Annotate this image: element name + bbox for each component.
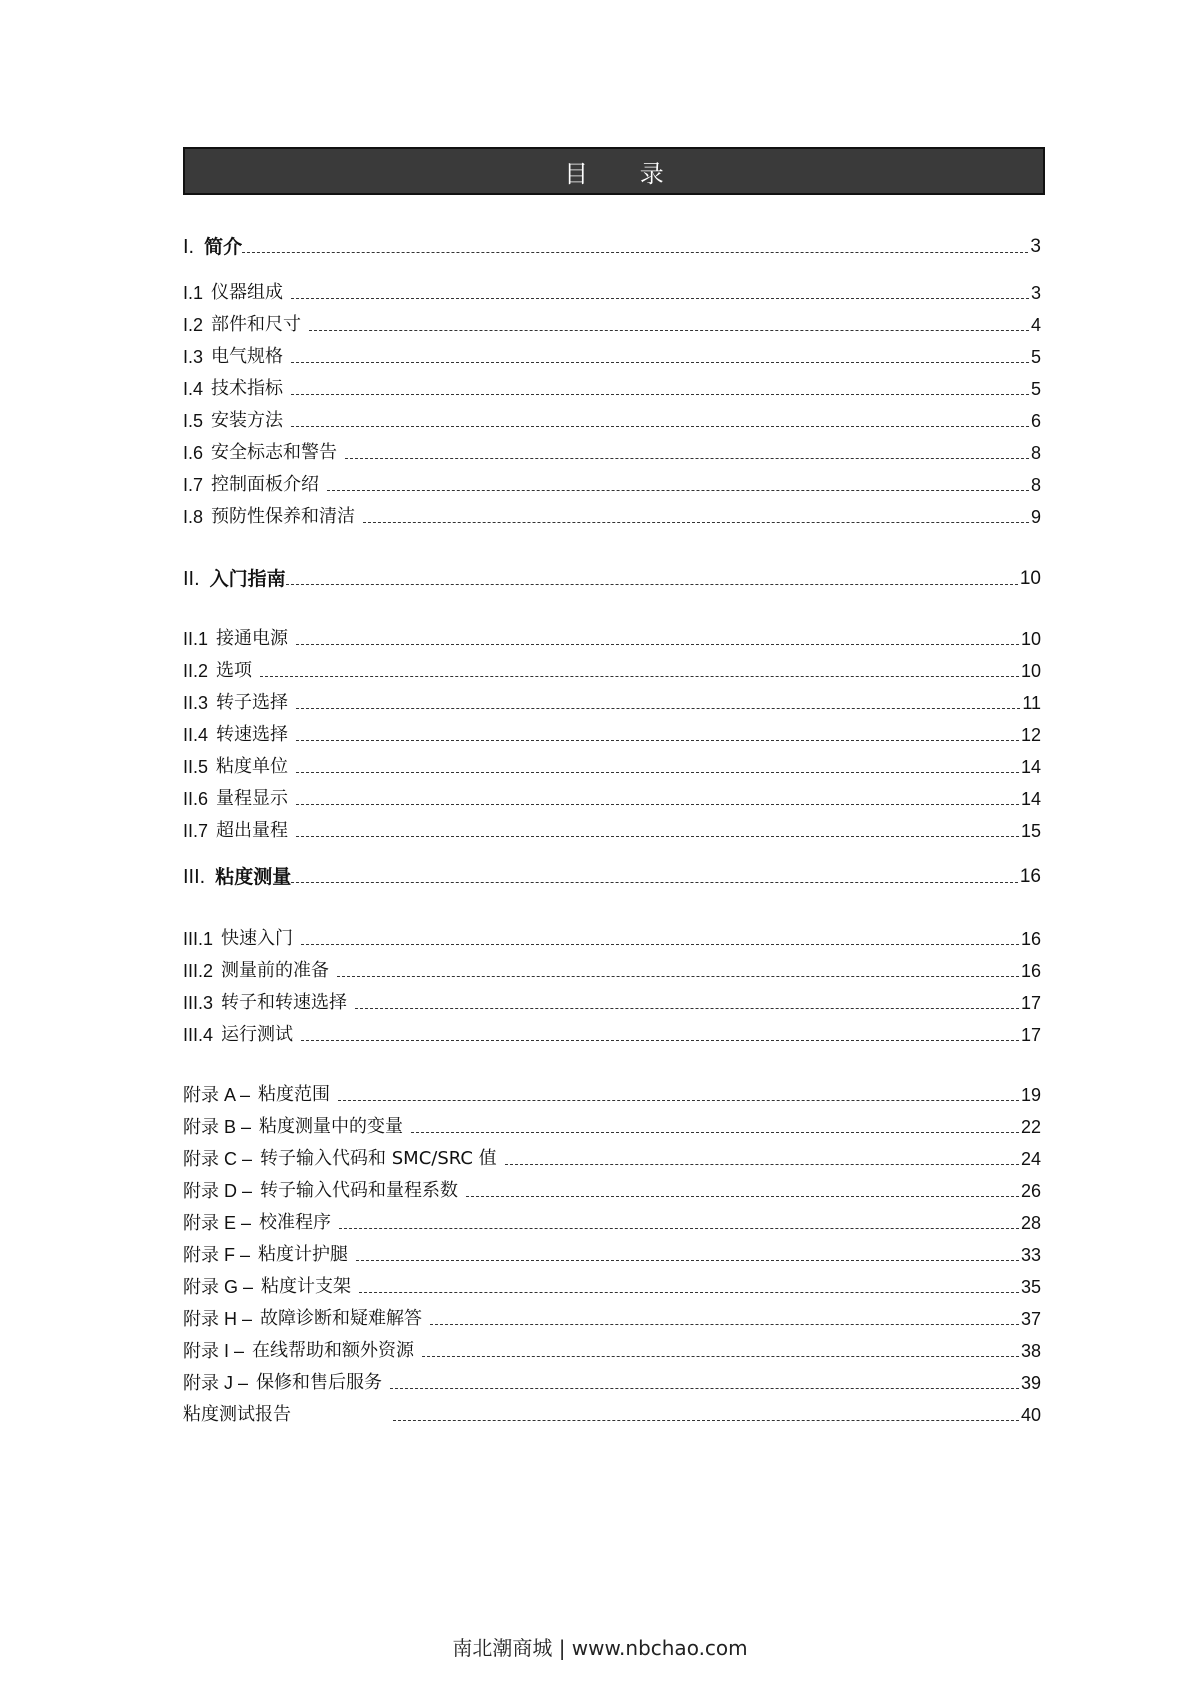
dot-leader [296, 739, 1019, 741]
toc-entry-number: I.6 [183, 443, 204, 463]
appendix-label: 转子输入代码和 SMC/SRC 值 [260, 1148, 497, 1169]
toc-entry[interactable] [183, 432, 1041, 464]
dot-leader [296, 771, 1019, 773]
toc-page-number: 24 [1020, 1149, 1041, 1169]
toc-appendix-entry[interactable] [183, 1362, 1041, 1394]
toc-page-number: 35 [1020, 1277, 1041, 1297]
dot-leader [359, 1291, 1019, 1293]
appendix-label: 粘度测量中的变量 [259, 1116, 404, 1137]
toc-entry[interactable] [183, 682, 1041, 714]
toc-page-number: 8 [1030, 443, 1041, 463]
toc-entry[interactable] [183, 464, 1041, 496]
toc-entry[interactable] [183, 714, 1041, 746]
toc-page-number: 4 [1030, 315, 1041, 335]
dot-leader [356, 1259, 1019, 1261]
toc-page-number: 17 [1020, 993, 1041, 1013]
toc-page-number: 28 [1020, 1213, 1041, 1233]
toc-entry[interactable] [183, 746, 1041, 778]
toc-entry[interactable] [183, 1014, 1041, 1046]
dot-leader [260, 675, 1019, 677]
appendix-number: 附录 I – [183, 1341, 245, 1361]
toc-appendix-entry[interactable] [183, 1266, 1041, 1298]
dot-leader [422, 1355, 1019, 1357]
toc-entry[interactable] [183, 618, 1041, 650]
toc-entry-label: 快速入门 [221, 928, 294, 949]
dot-leader [505, 1163, 1019, 1165]
toc-entry[interactable] [183, 400, 1041, 432]
toc-entry-number: I.5 [183, 411, 204, 431]
appendix-label: 粘度计护腿 [258, 1244, 349, 1265]
toc-appendix-entry[interactable] [183, 1330, 1041, 1362]
toc-entry-number: III.1 [183, 929, 214, 949]
dot-leader [338, 1099, 1019, 1101]
toc-title: 目 录 [564, 159, 686, 188]
toc-page-number: 3 [1030, 236, 1041, 257]
appendix-label: 在线帮助和额外资源 [252, 1340, 415, 1361]
toc-entry-label: 选项 [216, 660, 253, 681]
toc-entry-number: I.1 [183, 283, 204, 303]
appendix-number: 附录 F – [183, 1245, 251, 1265]
dot-leader [339, 1227, 1019, 1229]
toc-entry-number: II.4 [183, 725, 209, 745]
dot-leader [309, 329, 1029, 331]
dot-leader [301, 1039, 1019, 1041]
appendix-number: 附录 B – [183, 1117, 252, 1137]
appendix-number: 附录 H – [183, 1309, 253, 1329]
toc-entry-label: 转子选择 [216, 692, 289, 713]
dot-leader [301, 943, 1019, 945]
toc-page-number: 8 [1030, 475, 1041, 495]
dot-leader [291, 297, 1029, 299]
toc-page-number: 33 [1020, 1245, 1041, 1265]
toc-page-number: 3 [1030, 283, 1041, 303]
toc-page-number: 10 [1020, 629, 1041, 649]
appendix-label: 故障诊断和疑难解答 [260, 1308, 423, 1329]
toc-entry[interactable] [183, 336, 1041, 368]
toc-entry[interactable] [183, 810, 1041, 842]
toc-entry-number: II.3 [183, 693, 209, 713]
toc-entry[interactable] [183, 950, 1041, 982]
dot-leader [411, 1131, 1019, 1133]
toc-entry[interactable] [183, 496, 1041, 528]
toc-entry-label: 电气规格 [211, 346, 284, 367]
toc-page-number: 16 [1020, 961, 1041, 981]
toc-entry[interactable] [183, 778, 1041, 810]
dot-leader [363, 521, 1029, 523]
report-label: 粘度测试报告 [183, 1404, 291, 1425]
toc-appendix-entry[interactable] [183, 1170, 1041, 1202]
toc-entry-label: 转速选择 [216, 724, 289, 745]
toc-entry[interactable] [183, 304, 1041, 336]
appendix-number: 附录 D – [183, 1181, 253, 1201]
appendix-number: 附录 C – [183, 1149, 253, 1169]
toc-appendix-entry[interactable] [183, 1298, 1041, 1330]
toc-section-heading[interactable] [183, 558, 1041, 590]
dot-leader [291, 425, 1029, 427]
toc-entry-number: II.6 [183, 789, 209, 809]
toc-entry-number: I.4 [183, 379, 204, 399]
toc-page-number: 5 [1030, 347, 1041, 367]
appendix-label: 转子输入代码和量程系数 [260, 1180, 459, 1201]
appendix-label: 保修和售后服务 [256, 1372, 383, 1393]
toc-entry-label: 预防性保养和清洁 [211, 506, 356, 527]
toc-section-number: III. [183, 866, 206, 888]
toc-page-number: 38 [1020, 1341, 1041, 1361]
dot-leader [327, 489, 1029, 491]
appendix-number: 附录 A – [183, 1085, 251, 1105]
appendix-number: 附录 E – [183, 1213, 252, 1233]
toc-entry-number: I.8 [183, 507, 204, 527]
dot-leader [291, 361, 1029, 363]
toc-entry-number: II.2 [183, 661, 209, 681]
toc-page-number: 5 [1030, 379, 1041, 399]
toc-entry-label: 控制面板介绍 [211, 474, 320, 495]
dot-leader [337, 975, 1019, 977]
toc-page-number: 6 [1030, 411, 1041, 431]
toc-page-number: 26 [1020, 1181, 1041, 1201]
toc-report-entry[interactable] [183, 1394, 1041, 1426]
toc-entry-label: 运行测试 [221, 1024, 294, 1045]
appendix-label: 校准程序 [259, 1212, 332, 1233]
dot-leader [355, 1007, 1019, 1009]
toc-page-number: 15 [1020, 821, 1041, 841]
appendix-label: 粘度范围 [258, 1084, 331, 1105]
dot-leader [296, 707, 1020, 709]
toc-entry-number: III.4 [183, 1025, 214, 1045]
toc-page-number: 14 [1020, 757, 1041, 777]
toc-page-number: 11 [1022, 693, 1041, 713]
site-watermark: 南北潮商城 | www.nbchao.com [452, 1636, 748, 1660]
toc-entry-label: 安全标志和警告 [211, 442, 338, 463]
toc-entry-label: 转子和转速选择 [221, 992, 348, 1013]
dot-leader [345, 457, 1029, 459]
toc-appendix-entry[interactable] [183, 1234, 1041, 1266]
dot-leader [390, 1387, 1019, 1389]
dot-leader [291, 393, 1029, 395]
appendix-number: 附录 J – [183, 1373, 249, 1393]
toc-section-heading[interactable] [183, 226, 1041, 258]
toc-entry-number: III.3 [183, 993, 214, 1013]
toc-section-heading[interactable] [183, 856, 1041, 888]
toc-entry[interactable] [183, 272, 1041, 304]
toc-page-number: 40 [1020, 1405, 1041, 1425]
dot-leader [296, 643, 1019, 645]
toc-entry[interactable] [183, 368, 1041, 400]
dot-leader [291, 881, 1018, 883]
toc-entry-number: I.7 [183, 475, 204, 495]
toc-section-number: II. [183, 568, 200, 590]
toc-entry-label: 粘度单位 [216, 756, 289, 777]
toc-appendix-entry[interactable] [183, 1202, 1041, 1234]
toc-entry-label: 部件和尺寸 [211, 314, 302, 335]
toc-page-number: 39 [1020, 1373, 1041, 1393]
appendix-label: 粘度计支架 [261, 1276, 352, 1297]
toc-page-number: 12 [1020, 725, 1041, 745]
toc-entry-label: 接通电源 [216, 628, 289, 649]
toc-appendix-entry[interactable] [183, 1138, 1041, 1170]
toc-entry-label: 量程显示 [216, 788, 289, 809]
toc-section-label: 粘度测量 [215, 866, 292, 888]
toc-entry-number: III.2 [183, 961, 214, 981]
toc-appendix-entry[interactable] [183, 1106, 1041, 1138]
toc-entry-number: I.3 [183, 347, 204, 367]
toc-entry[interactable] [183, 918, 1041, 950]
toc-page-number: 19 [1020, 1085, 1041, 1105]
toc-entry-label: 超出量程 [216, 820, 289, 841]
dot-leader [466, 1195, 1019, 1197]
toc-entry-number: I.2 [183, 315, 204, 335]
toc-page-number: 10 [1019, 568, 1041, 589]
dot-leader [242, 251, 1028, 253]
toc-entry-label: 技术指标 [211, 378, 284, 399]
dot-leader [286, 583, 1018, 585]
appendix-number: 附录 G – [183, 1277, 254, 1297]
toc-entry[interactable] [183, 982, 1041, 1014]
toc-section-label: 入门指南 [209, 568, 286, 590]
dot-leader [430, 1323, 1019, 1325]
toc-page-number: 14 [1020, 789, 1041, 809]
toc-appendix-entry[interactable] [183, 1074, 1041, 1106]
toc-entry-number: II.5 [183, 757, 209, 777]
dot-leader [296, 835, 1019, 837]
toc-entry-label: 仪器组成 [211, 282, 284, 303]
toc-page-number: 9 [1030, 507, 1041, 527]
toc-entry-number: II.1 [183, 629, 209, 649]
toc-page-number: 16 [1019, 866, 1041, 887]
toc-entry-label: 安装方法 [211, 410, 284, 431]
dot-leader [393, 1419, 1019, 1421]
toc-page-number: 17 [1020, 1025, 1041, 1045]
table-of-contents [183, 226, 1041, 1426]
toc-entry[interactable] [183, 650, 1041, 682]
toc-section-label: 简介 [204, 236, 243, 258]
toc-section-number: I. [183, 236, 195, 258]
dot-leader [296, 803, 1019, 805]
toc-page-number: 22 [1020, 1117, 1041, 1137]
toc-title-bar [183, 147, 1045, 195]
toc-entry-label: 测量前的准备 [221, 960, 330, 981]
toc-page-number: 10 [1020, 661, 1041, 681]
toc-page-number: 37 [1020, 1309, 1041, 1329]
toc-page-number: 16 [1020, 929, 1041, 949]
toc-entry-number: II.7 [183, 821, 209, 841]
